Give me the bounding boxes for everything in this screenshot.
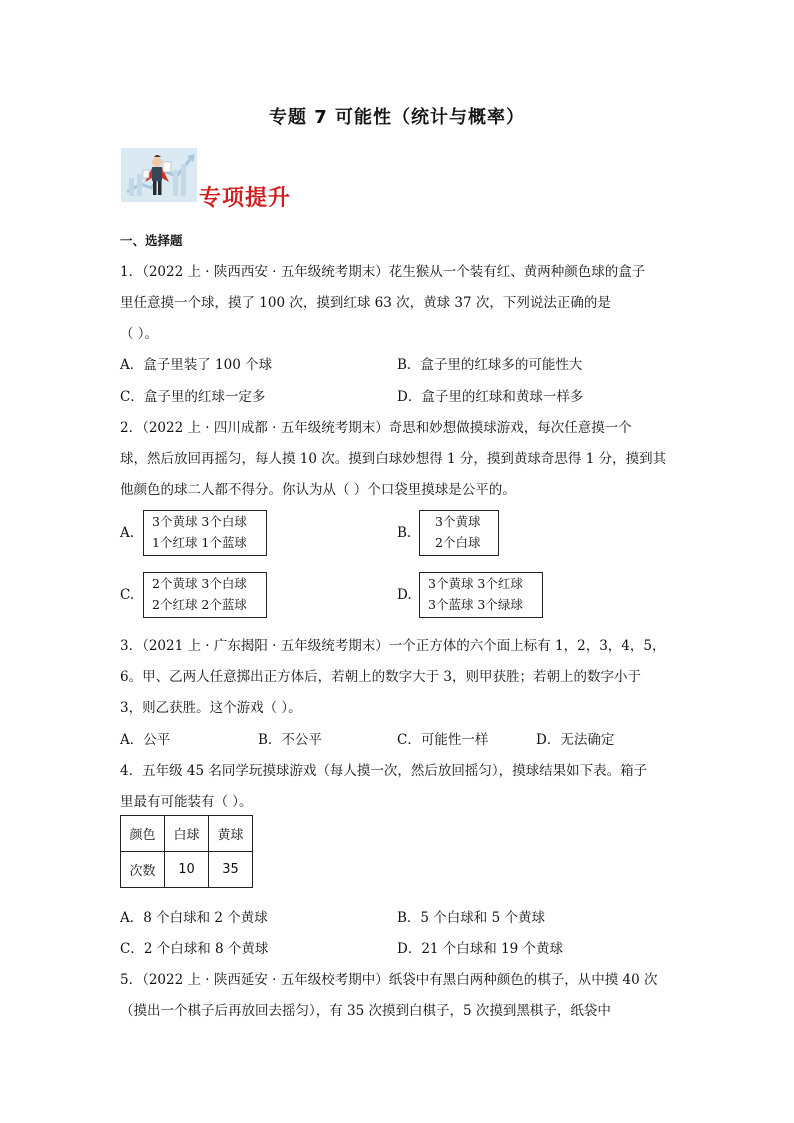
q2-line-3: 他颜色的球二人都不得分。你认为从（ ）个口袋里摸球是公平的。 [120,482,516,498]
q4-option-b: B．5 个白球和 5 个黄球 [397,910,545,926]
q4-option-d: D．21 个白球和 19 个黄球 [397,941,564,957]
q2-line-2: 球，然后放回再摇匀，每人摸 10 次。摸到白球妙想得 1 分，摸到黄球奇思得 1 分，摸到其 [120,451,667,467]
q3-option-d: D．无法确定 [536,732,615,748]
q3-option-b: B．不公平 [258,732,322,748]
q1-option-d: D．盒子里的红球和黄球一样多 [397,389,584,405]
q1-line-2: 里任意摸一个球，摸了 100 次，摸到红球 63 次，黄球 37 次，下列说法正确的是 [120,295,611,311]
q2-option-d-label: D. [397,587,412,603]
table-cell: 35 [209,852,253,888]
q4-result-table [120,815,253,888]
q3-line-3: 3，则乙获胜。这个游戏（ ）。 [120,700,302,716]
q2-line-1: 2．（2022 上 · 四川成都 · 五年级统考期末）奇思和妙想做摸球游戏，每次任意摸一个 [120,420,632,436]
q2-option-c-box [143,572,267,618]
table-cell: 次数 [121,852,165,888]
q2-option-b-row-1: 3个黄球 [435,514,481,529]
q3-line-1: 3．（2021 上 · 广东揭阳 · 五年级统考期末）一个正方体的六个面上标有 1，2，3，4，5， [120,638,666,654]
banner-label: 专项提升 [199,186,292,211]
table-cell: 10 [165,852,209,888]
table-header-cell: 黄球 [209,816,253,852]
q2-option-b-row-2: 2个白球 [435,535,481,550]
q4-option-c: C．2 个白球和 8 个黄球 [120,941,269,957]
section-heading: 一、选择题 [120,233,183,248]
q1-line-3: （ ）。 [120,326,159,342]
q2-option-c-row-1: 2个黄球 3个白球 [152,576,247,591]
q1-line-1: 1．（2022 上 · 陕西西安 · 五年级统考期末）花生猴从一个装有红、黄两种颜色球的盒子 [120,264,646,280]
q4-line-1: 4．五年级 45 名同学玩摸球游戏（每人摸一次，然后放回摇匀），摸球结果如下表。箱子 [120,763,648,779]
q2-option-c-label: C. [120,587,135,603]
q2-option-a-box [143,510,267,556]
q3-option-a: A．公平 [120,732,171,748]
table-header-cell: 白球 [165,816,209,852]
q1-option-b: B．盒子里的红球多的可能性大 [397,357,583,373]
q1-option-a: A．盒子里装了 100 个球 [120,357,273,373]
q2-option-c-row-2: 2个红球 2个蓝球 [152,597,247,612]
q5-line-1: 5．（2022 上 · 陕西延安 · 五年级校考期中）纸袋中有黑白两种颜色的棋子，从中摸 40 次 [120,972,658,988]
q5-line-2: （摸出一个棋子后再放回去摇匀），有 35 次摸到白棋子，5 次摸到黑棋子，纸袋中 [120,1003,611,1019]
q3-line-2: 6。甲、乙两人任意掷出正方体后，若朝上的数字大于 3，则甲获胜；若朝上的数字小于 [120,669,641,685]
q2-option-b-box [419,510,499,556]
table-header-cell: 颜色 [121,816,165,852]
q4-option-a: A．8 个白球和 2 个黄球 [120,910,268,926]
q4-line-2: 里最有可能装有（ ）。 [120,794,253,810]
q1-option-c: C．盒子里的红球一定多 [120,389,266,405]
q2-option-d-box [419,572,543,618]
banner-illustration [121,148,197,202]
q2-option-d-row-1: 3个黄球 3个红球 [428,576,523,591]
q2-option-a-row-2: 1个红球 1个蓝球 [152,535,247,550]
page-title: 专题 7 可能性（统计与概率） [268,107,526,128]
q2-option-a-label: A. [120,525,135,541]
q2-option-d-row-2: 3个蓝球 3个绿球 [428,597,523,612]
q2-option-a-row-1: 3个黄球 3个白球 [152,514,247,529]
table-row [121,852,253,888]
table-row [121,816,253,852]
person-growth-icon [121,148,197,202]
q2-option-b-label: B. [397,525,412,541]
q3-option-c: C．可能性一样 [397,732,489,748]
